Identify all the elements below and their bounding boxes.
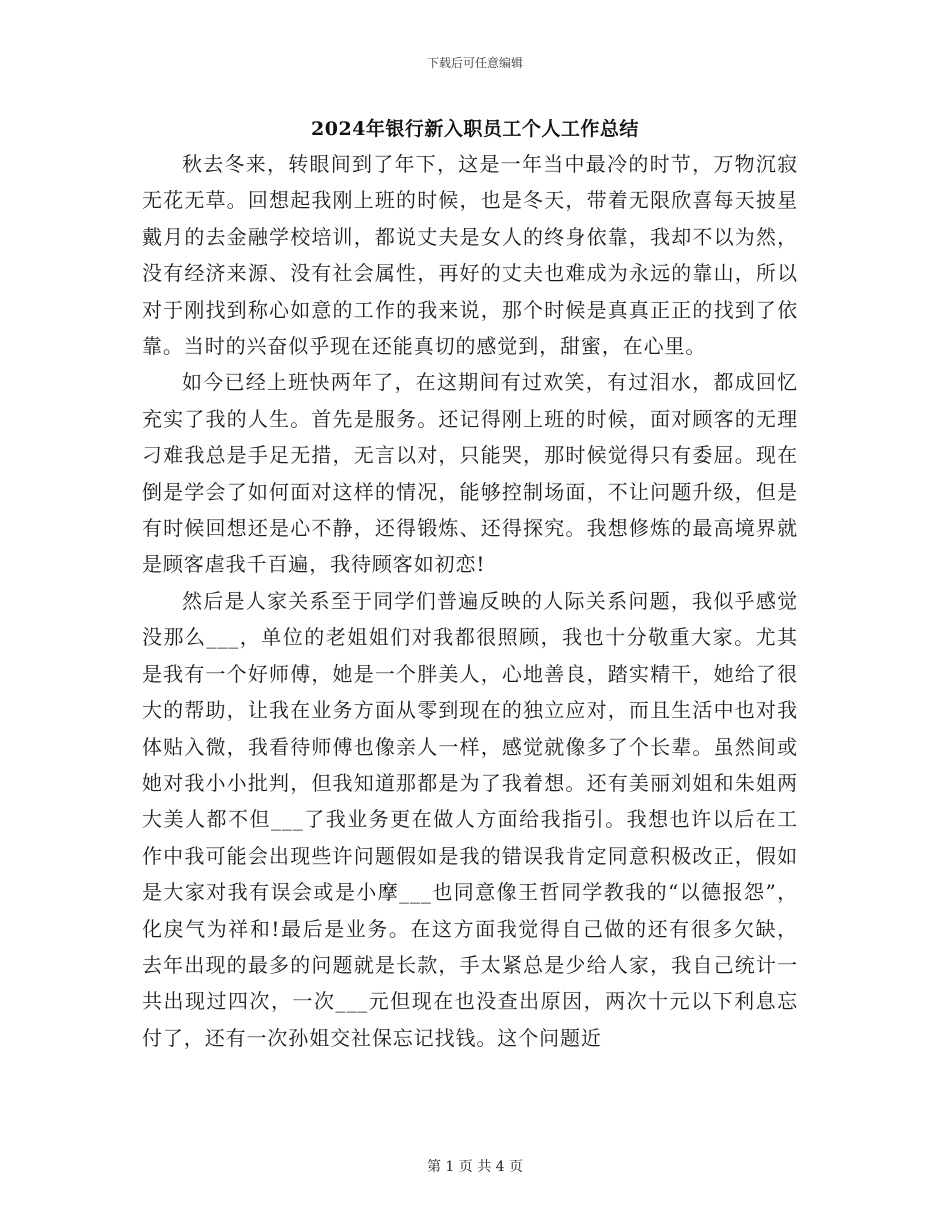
document-body bbox=[142, 146, 798, 1056]
page-number: 第 1 页 共 4 页 bbox=[426, 1159, 524, 1175]
paragraph-1: 秋去冬来，转眼间到了年下，这是一年当中最冷的时节，万物沉寂无花无草。回想起我刚上班的时候，也是冬天，带着无限欣喜每天披星戴月的去金融学校培训，都说丈夫是女人的终身依靠，我却不以为然，没有经济来源、没有社会属性，再好的丈夫也难成为永远的靠山，所以对于刚找到称心如意的工作的我来说，那个时候是真真正正的找到了依靠。当时的兴奋似乎现在还能真切的感觉到，甜蜜，在心里。 bbox=[142, 152, 798, 359]
document-title: 2024年银行新入职员工个人工作总结 bbox=[311, 118, 639, 140]
header-note: 下载后可任意编辑 bbox=[426, 56, 523, 70]
paragraph-3: 然后是人家关系至于同学们普遍反映的人际关系问题，我似乎感觉没那么___，单位的老姐姐们对我都很照顾，我也十分敬重大家。尤其是我有一个好师傅，她是一个胖美人，心地善良，踏实精干，她给了很大的帮助，让我在业务方面从零到现在的独立应对，而且生活中也对我体贴入微，我看待师傅也像亲人一样，感觉就像多了个长辈。虽然间或她对我小小批判，但我知道那都是为了我着想。还有美丽刘姐和朱姐两大美人都不但___了我业务更在做人方面给我指引。我想也许以后在工作中我可能会出现些许问题假如是我的错误我肯定同意积极改正，假如是大家对我有误会或是小摩___也同意像王哲同学教我的“以德报怨”，化戾气为祥和!最后是业务。在这方面我觉得自己做的还有很多欠缺，去年出现的最多的问题就是长款，手太紧总是少给人家，我自己统计一共出现过四次，一次___元但现在也没查出原因，两次十元以下利息忘付了，还有一次孙姐交社保忘记找钱。这个问题近 bbox=[142, 588, 798, 1050]
paragraph-2: 如今已经上班快两年了，在这期间有过欢笑，有过泪水，都成回忆充实了我的人生。首先是服务。还记得刚上班的时候，面对顾客的无理刁难我总是手足无措，无言以对，只能哭，那时候觉得只有委屈。现在倒是学会了如何面对这样的情况，能够控制场面，不让问题升级，但是有时候回想还是心不静，还得锻炼、还得探究。我想修炼的最高境界就是顾客虐我千百遍，我待顾客如初恋! bbox=[142, 370, 798, 577]
